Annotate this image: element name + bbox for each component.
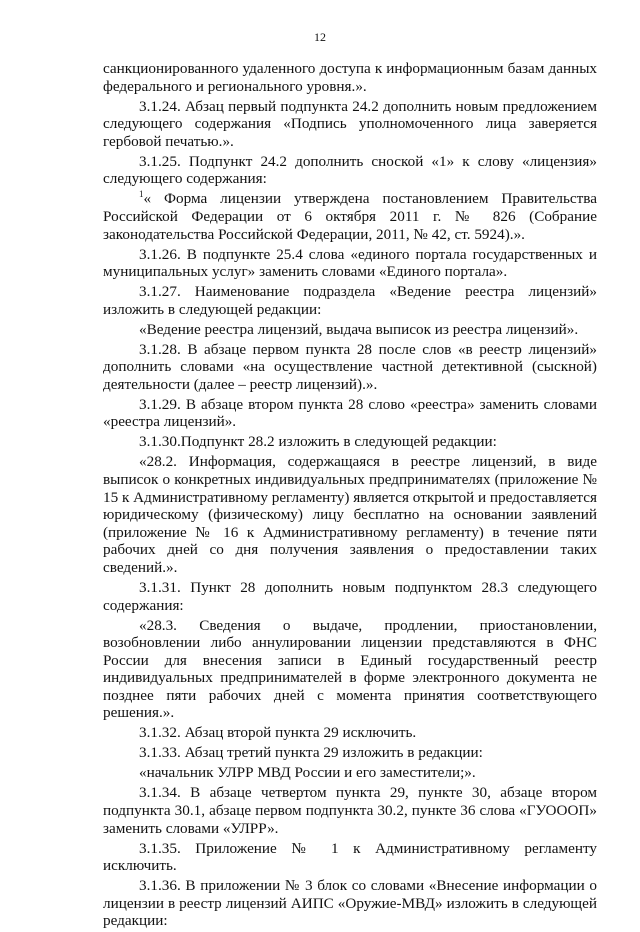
paragraph: 3.1.31. Пункт 28 дополнить новым подпунктом 28.3 следующего содержания: [103,578,597,614]
paragraph: 3.1.29. В абзаце втором пункта 28 слово «реестра» заменить словами «реестра лицензий». [103,395,597,431]
paragraph: 3.1.27. Наименование подраздела «Ведение реестра лицензий» изложить в следующей редакции: [103,283,597,318]
paragraph: 3.1.36. В приложении № 3 блок со словами «Внесение информации о лицензии в реестр лицензий АИПС «Оружие-МВД» изложить в следующей редакции: [103,877,597,930]
paragraph: 3.1.25. Подпункт 24.2 дополнить сноской «1» к слову «лицензия» следующего содержания: [103,152,597,188]
paragraph: «Ведение реестра лицензий, выдача выписок из реестра лицензий». [139,320,579,338]
paragraph: санкционированного удаленного доступа к информационным базам данных федерального и регионального уровня.». [103,60,597,95]
paragraph: 3.1.32. Абзац второй пункта 29 исключить. [139,724,417,742]
page-number: 12 [314,30,326,44]
paragraph: 3.1.26. В подпункте 25.4 слова «единого портала государственных и муниципальных услуг» заменить словами «Единого портала». [103,245,597,281]
paragraph: 3.1.35. Приложение № 1 к Административному регламенту исключить. [103,839,597,875]
paragraph: 3.1.33. Абзац третий пункта 29 изложить в редакции: [139,744,483,762]
footnote-text: « Форма лицензии утверждена постановлением Правительства Российской Федерации от 6 октября 2011 г. № 826 (Собрание законодательства Российской Федерации, 2011, № 42, ст. 5924).». [103,190,597,243]
paragraph-footnote [103,190,597,243]
footnote-mark: 1 [139,189,144,200]
paragraph: «начальник УЛРР МВД России и его заместители;». [139,764,476,782]
paragraph: 3.1.34. В абзаце четвертом пункта 29, пункте 30, абзаце втором подпункта 30.1, абзаце первом подпункта 30.2, пункте 36 слова «ГУОООП» заменить словами «УЛРР». [103,784,597,837]
paragraph: «28.3. Сведения о выдаче, продлении, приостановлении, возобновлении либо аннулировании лицензии представляются в ФНС России для внесения записи в Единый государственный реестр индивидуальных предпринимателей в форме электронного документа не позднее пяти рабочих дней с момента принятия соответствующего решения.». [103,616,597,722]
document-body [103,60,597,932]
paragraph: 3.1.30.Подпункт 28.2 изложить в следующей редакции: [139,433,497,451]
paragraph: 3.1.28. В абзаце первом пункта 28 после слов «в реестр лицензий» дополнить словами «на осуществление частной детективной (сыскной) деятельности (далее – реестр лицензий).». [103,340,597,393]
paragraph: «28.2. Информация, содержащаяся в реестре лицензий, в виде выписок о конкретных индивидуальных предпринимателях (приложение № 15 к Административному регламенту) является открытой и предоставляется юридическому (физическому) лицу бесплатно на основании заявлений (приложение № 16 к Административному регламенту) в течение пяти рабочих дней со дня получения заявления о предоставлении таких сведений.». [103,453,597,576]
paragraph: 3.1.24. Абзац первый подпункта 24.2 дополнить новым предложением следующего содержания «Подпись уполномоченного лица заверяется гербовой печатью.». [103,97,597,150]
